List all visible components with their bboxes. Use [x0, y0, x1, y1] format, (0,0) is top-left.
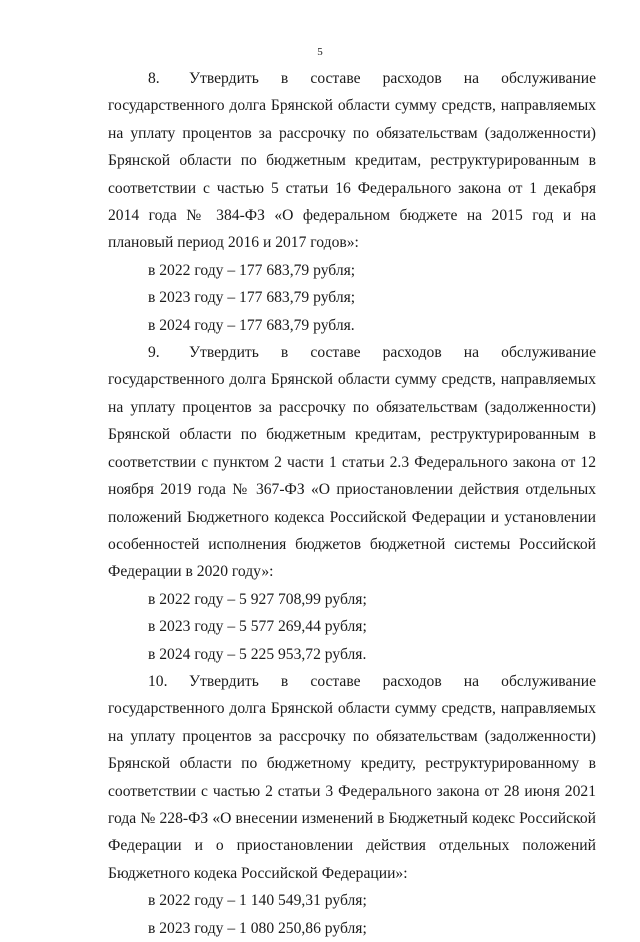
item-10 [108, 668, 596, 887]
item-9 [108, 339, 596, 586]
item-number: 10. [148, 672, 168, 690]
year-amount-line: в 2023 году – 177 683,79 рубля; [148, 289, 356, 307]
year-amount-line: в 2024 году – 177 683,79 рубля. [148, 316, 355, 334]
item-text: Утвердить в составе расходов на обслуживание государственного долга Брянской области сумму средств, направляемых на уплату процентов за рассрочку по обязательствам (задолженности) Брянской области по бюджетному кредиту, реструктурированному в соответствии с частью 2 статьи 3 Федерального закона от 28 июня 2021 года № 228-ФЗ «О внесении изменений в Бюджетный кодекс Российской Федерации и о приостановлении действия отдельных положений Бюджетного кодека Российской Федерации»: [108, 672, 596, 882]
year-amount-line: в 2022 году – 1 140 549,31 рубля; [148, 892, 367, 910]
item-text: Утвердить в составе расходов на обслуживание государственного долга Брянской области сумму средств, направляемых на уплату процентов за рассрочку по обязательствам (задолженности) Брянской области по бюджетным кредитам, реструктурированным в соответствии с пунктом 2 части 1 статьи 2.3 Федерального закона от 12 ноября 2019 года № 367-ФЗ «О приостановлении действия отдельных положений Бюджетного кодекса Российской Федерации и установлении особенностей исполнения бюджетов бюджетной системы Российской Федерации в 2020 году»: [108, 344, 596, 581]
item-number: 8. [148, 70, 160, 87]
year-amount-line: в 2024 году – 5 225 953,72 рубля. [148, 645, 367, 663]
item-8 [108, 65, 596, 257]
year-amount-line: в 2023 году – 1 080 250,86 рубля; [148, 919, 367, 937]
document-body [108, 65, 596, 942]
page-number: 5 [317, 46, 323, 58]
year-amount-line: в 2022 году – 177 683,79 рубля; [148, 261, 356, 279]
item-number: 9. [148, 344, 160, 362]
year-amount-line: в 2023 году – 5 577 269,44 рубля; [148, 618, 367, 636]
year-amount-line: в 2022 году – 5 927 708,99 рубля; [148, 590, 367, 608]
item-text: Утвердить в составе расходов на обслуживание государственного долга Брянской области сумму средств, направляемых на уплату процентов за рассрочку по обязательствам (задолженности) Брянской области по бюджетным кредитам, реструктурированным в соответствии с частью 5 статьи 16 Федерального закона от 1 декабря 2014 года № 384-ФЗ «О федеральном бюджете на 2015 год и на плановый период 2016 и 2017 годов»: [108, 70, 596, 252]
